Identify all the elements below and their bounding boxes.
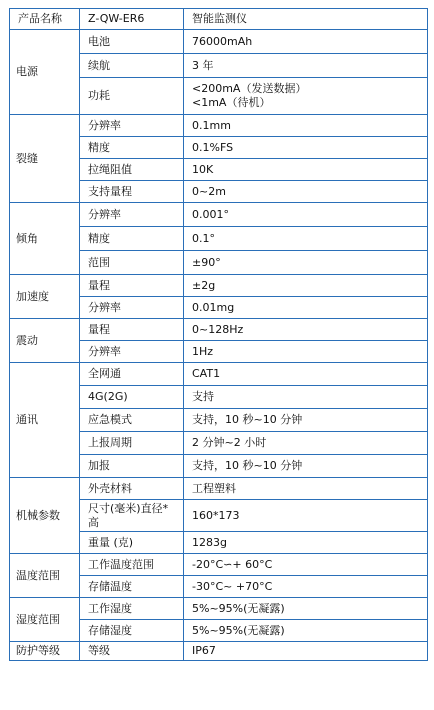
param-cell: 精度 [80, 227, 184, 251]
value-cell: ±2g [184, 275, 428, 297]
value-cell: ±90° [184, 251, 428, 275]
value-cell: 76000mAh [184, 30, 428, 54]
table-row [10, 275, 428, 297]
value-cell: IP67 [184, 642, 428, 661]
param-cell: 全网通 [80, 363, 184, 386]
value-cell: <200mA（发送数据） <1mA（待机） [184, 78, 428, 115]
param-cell: 外壳材料 [80, 478, 184, 500]
value-cell: 0.01mg [184, 297, 428, 319]
group-mechanical: 机械参数 [10, 478, 80, 554]
group-tilt: 倾角 [10, 203, 80, 275]
param-cell: 存储温度 [80, 576, 184, 598]
value-cell: 3 年 [184, 54, 428, 78]
value-cell: 支持 [184, 386, 428, 409]
value-cell: 0~128Hz [184, 319, 428, 341]
param-cell: 等级 [80, 642, 184, 661]
param-cell: 分辨率 [80, 297, 184, 319]
value-cell: CAT1 [184, 363, 428, 386]
header-device-name: 智能监测仪 [184, 9, 428, 30]
table-row [10, 203, 428, 227]
header-product-name-label: 产品名称 [10, 9, 80, 30]
group-power: 电源 [10, 30, 80, 115]
value-cell: 0.1mm [184, 115, 428, 137]
group-protection: 防护等级 [10, 642, 80, 661]
table-row [10, 115, 428, 137]
param-cell: 4G(2G) [80, 386, 184, 409]
group-communication: 通讯 [10, 363, 80, 478]
param-cell: 分辨率 [80, 203, 184, 227]
table-row [10, 598, 428, 620]
value-cell: 5%~95%(无凝露) [184, 620, 428, 642]
table-row [10, 319, 428, 341]
param-cell: 尺寸(毫米)直径*高 [80, 500, 184, 532]
group-humidity: 湿度范围 [10, 598, 80, 642]
value-cell: 5%~95%(无凝露) [184, 598, 428, 620]
param-cell: 拉绳阻值 [80, 159, 184, 181]
param-cell: 分辨率 [80, 115, 184, 137]
table-row [10, 363, 428, 386]
param-cell: 加报 [80, 455, 184, 478]
value-cell: -20°C∽+ 60°C [184, 554, 428, 576]
header-row [10, 9, 428, 30]
param-cell: 重量 (克) [80, 532, 184, 554]
header-model: Z-QW-ER6 [80, 9, 184, 30]
param-cell: 存储湿度 [80, 620, 184, 642]
value-cell: -30°C~ +70°C [184, 576, 428, 598]
value-cell: 0.001° [184, 203, 428, 227]
param-cell: 精度 [80, 137, 184, 159]
param-cell: 上报周期 [80, 432, 184, 455]
group-vibration: 震动 [10, 319, 80, 363]
value-cell: 支持，10 秒~10 分钟 [184, 409, 428, 432]
param-cell: 工作湿度 [80, 598, 184, 620]
table-row [10, 642, 428, 661]
param-cell: 范围 [80, 251, 184, 275]
value-cell: 0.1%FS [184, 137, 428, 159]
value-cell: 1Hz [184, 341, 428, 363]
value-cell: 支持，10 秒~10 分钟 [184, 455, 428, 478]
param-cell: 量程 [80, 275, 184, 297]
value-cell: 1283g [184, 532, 428, 554]
param-cell: 工作温度范围 [80, 554, 184, 576]
param-cell: 支持量程 [80, 181, 184, 203]
value-cell: 工程塑料 [184, 478, 428, 500]
value-cell: 2 分钟~2 小时 [184, 432, 428, 455]
table-row [10, 478, 428, 500]
value-cell: 160*173 [184, 500, 428, 532]
value-cell: 0~2m [184, 181, 428, 203]
group-temperature: 温度范围 [10, 554, 80, 598]
value-cell: 10K [184, 159, 428, 181]
param-cell: 功耗 [80, 78, 184, 115]
table-row [10, 30, 428, 54]
param-cell: 应急模式 [80, 409, 184, 432]
table-row [10, 554, 428, 576]
param-cell: 电池 [80, 30, 184, 54]
group-acceleration: 加速度 [10, 275, 80, 319]
param-cell: 续航 [80, 54, 184, 78]
param-cell: 量程 [80, 319, 184, 341]
value-cell: 0.1° [184, 227, 428, 251]
spec-table [9, 8, 428, 661]
group-crack: 裂缝 [10, 115, 80, 203]
param-cell: 分辨率 [80, 341, 184, 363]
